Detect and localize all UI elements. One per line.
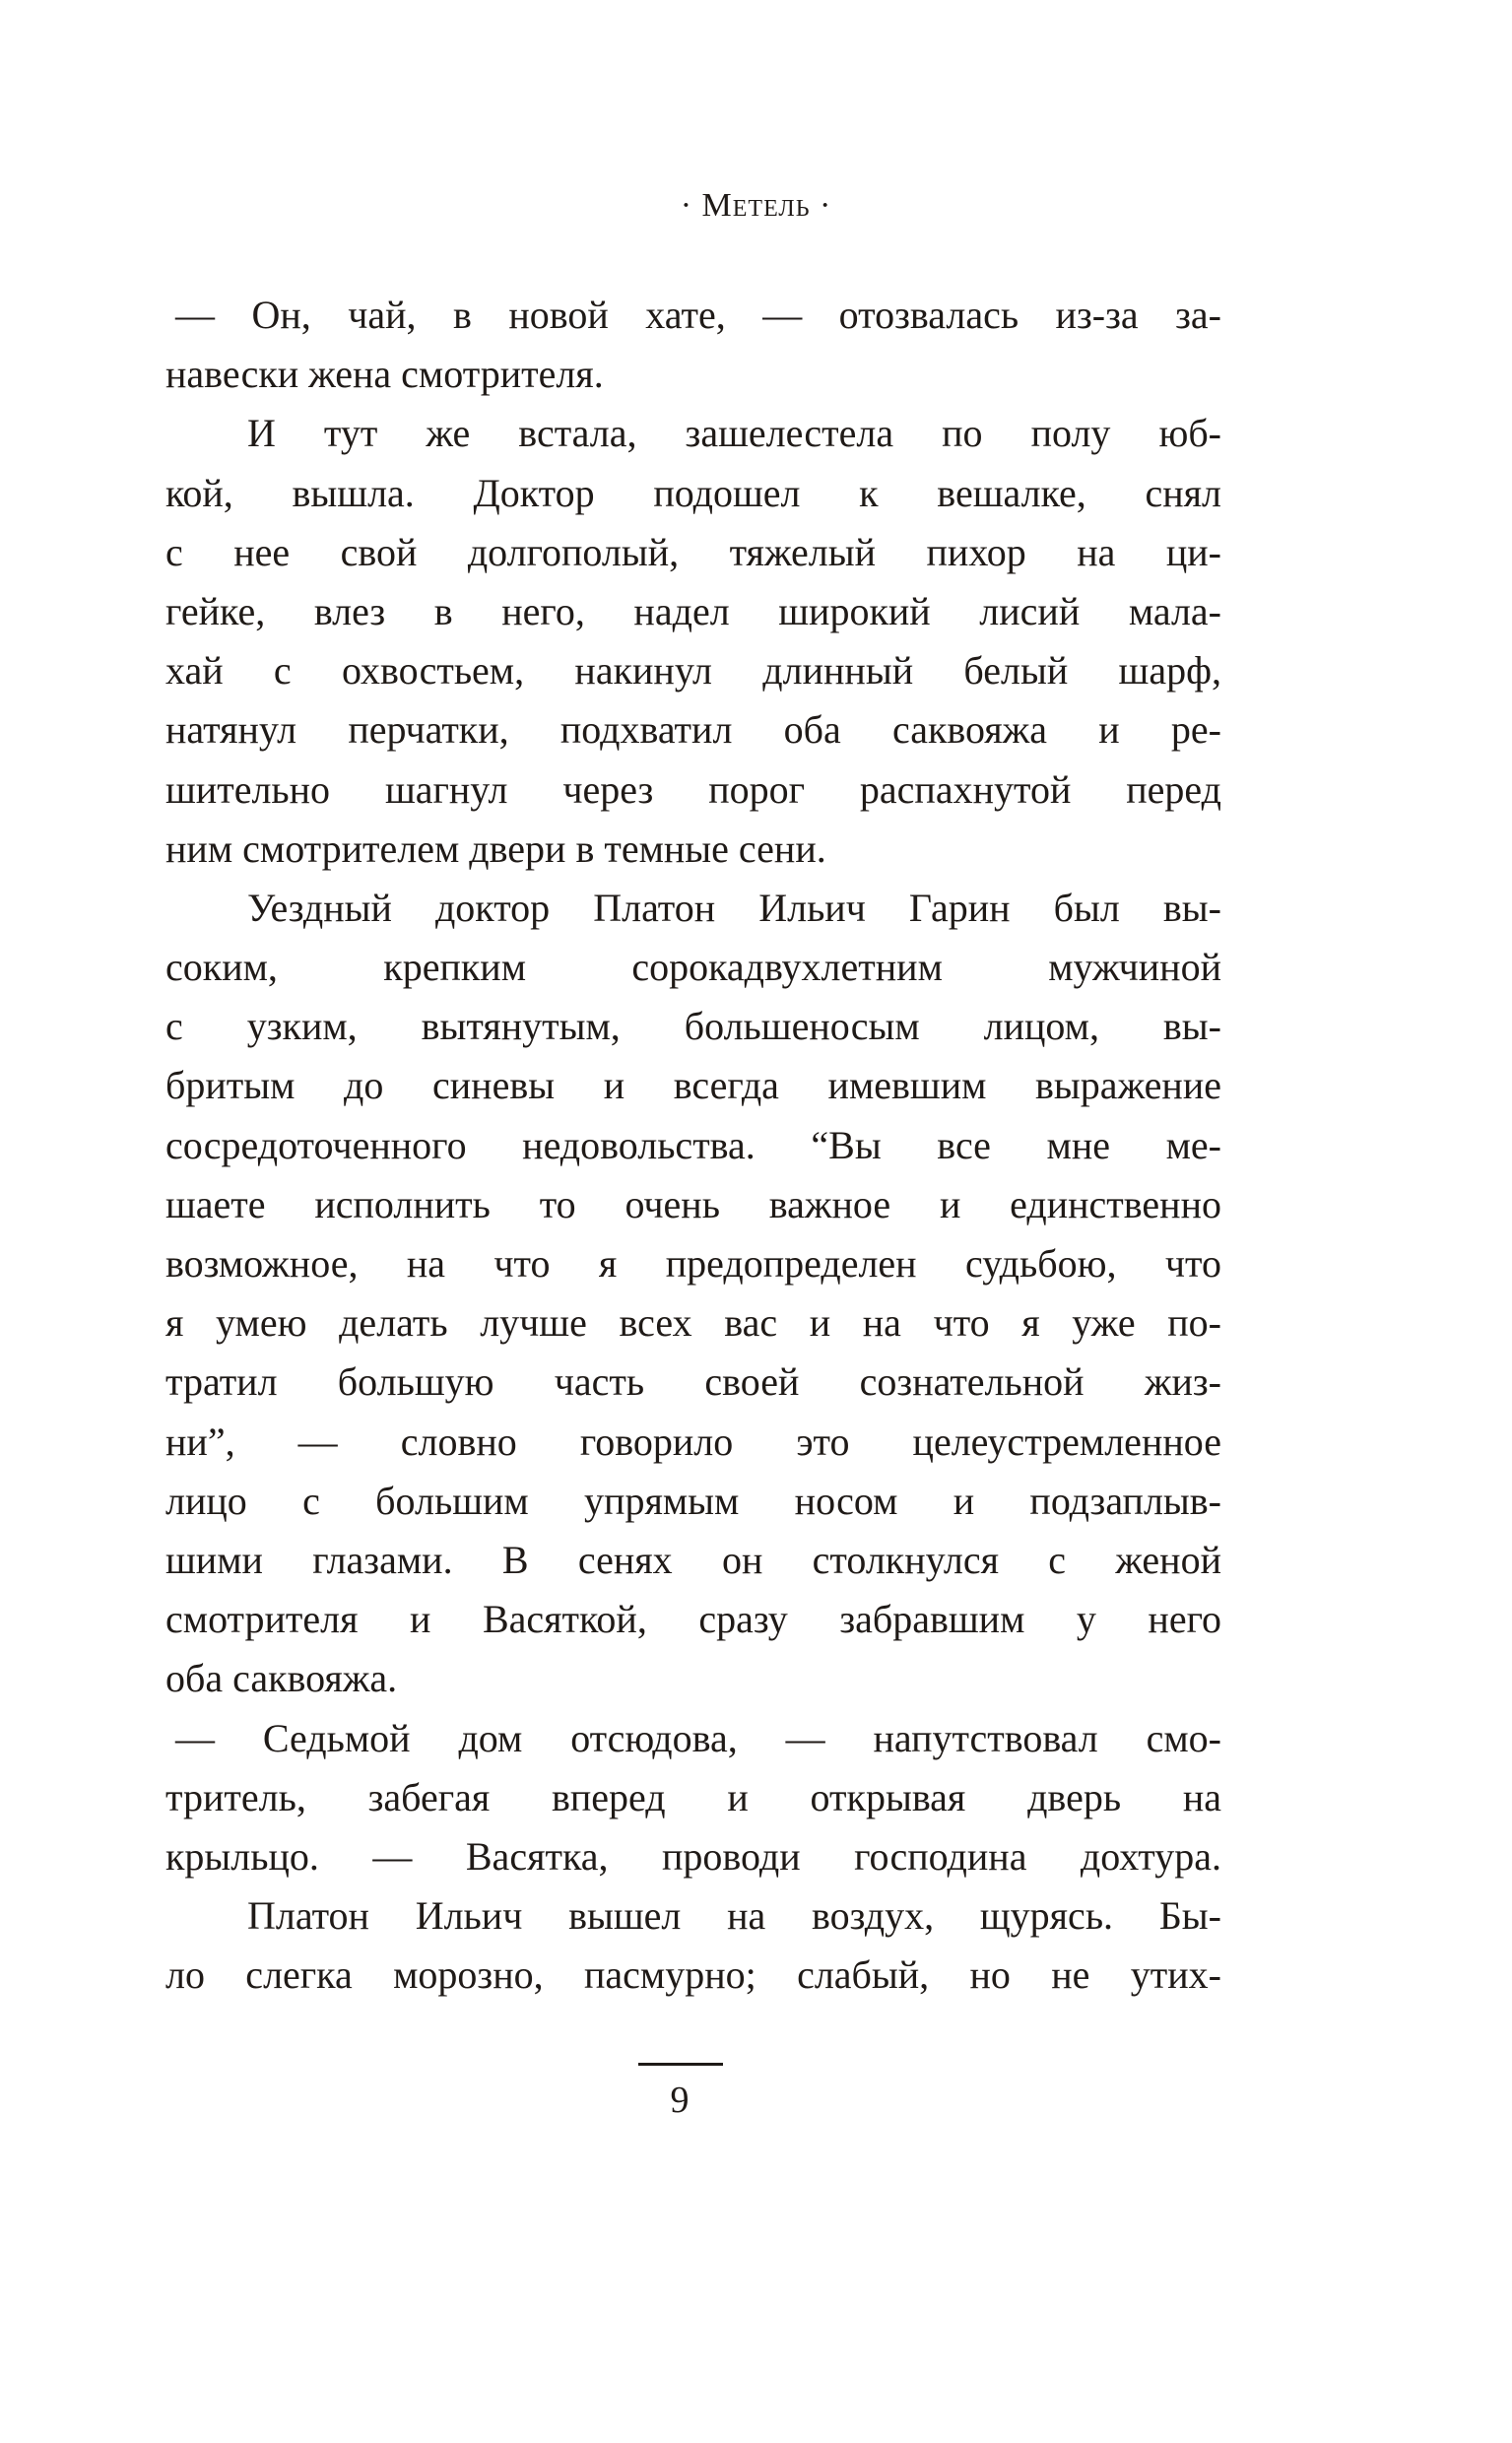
text-line: тритель, забегая вперед и открывая дверь на <box>165 1774 1221 1819</box>
text-line: навески жена смотрителя. <box>165 352 604 397</box>
header-dot: · <box>819 187 832 224</box>
text-line: с узким, вытянутым, большеносым лицом, вы- <box>165 1004 1221 1049</box>
running-header <box>0 187 1512 225</box>
text-line: Уездный доктор Платон Ильич Гарин был вы- <box>247 885 1221 930</box>
footer-rule <box>638 2063 723 2066</box>
text-line: шими глазами. В сенях он столкнулся с женой <box>165 1537 1221 1582</box>
chapter-title: Метель <box>701 187 811 224</box>
text-line: шаете исполнить то очень важное и единственно <box>165 1181 1221 1226</box>
text-line: ни”, — словно говорило это целеустремленное <box>165 1419 1221 1464</box>
text-line: сосредоточенного недовольства. “Вы все мне ме- <box>165 1122 1221 1167</box>
text-line: кой, вышла. Доктор подошел к вешалке, снял <box>165 470 1221 515</box>
text-line: я умею делать лучше всех вас и на что я уже по- <box>165 1300 1221 1346</box>
text-line: крыльцо. — Васятка, проводи господина дохтура. <box>165 1833 1221 1879</box>
text-line: ло слегка морозно, пасмурно; слабый, но не утих- <box>165 1952 1221 1998</box>
text-line: Платон Ильич вышел на воздух, щурясь. Бы- <box>247 1893 1221 1939</box>
text-line: лицо с большим упрямым носом и подзаплыв- <box>165 1478 1221 1523</box>
page-number: 9 <box>670 2080 690 2121</box>
text-line: тратил большую часть своей сознательной жиз- <box>165 1359 1221 1405</box>
text-line: оба саквояжа. <box>165 1656 398 1701</box>
text-line: соким, крепким сорокадвухлетним мужчиной <box>165 945 1221 990</box>
text-line: хай с охвостьем, накинул длинный белый шарф, <box>165 648 1221 693</box>
body-text <box>165 286 1221 2005</box>
text-line: ним смотрителем двери в темные сени. <box>165 825 826 871</box>
text-line: гейке, влез в него, надел широкий лисий мала- <box>165 588 1221 633</box>
text-line: бритым до синевы и всегда имевшим выражение <box>165 1063 1221 1108</box>
text-line: шительно шагнул через порог распахнутой перед <box>165 766 1221 812</box>
text-line: возможное, на что я предопределен судьбою, что <box>165 1241 1221 1286</box>
text-line: — Он, чай, в новой хате, — отозвалась из-за за- <box>175 293 1221 337</box>
text-line: — Седьмой дом отсюдова, — напутствовал смо- <box>175 1715 1221 1760</box>
text-line: натянул перчатки, подхватил оба саквояжа и ре- <box>165 707 1221 753</box>
text-line: И тут же встала, зашелестела по полу юб- <box>247 411 1221 456</box>
header-dot: · <box>680 187 693 224</box>
text-line: с нее свой долгополый, тяжелый пихор на ци- <box>165 529 1221 574</box>
text-line: смотрителя и Васяткой, сразу забравшим у него <box>165 1597 1221 1642</box>
